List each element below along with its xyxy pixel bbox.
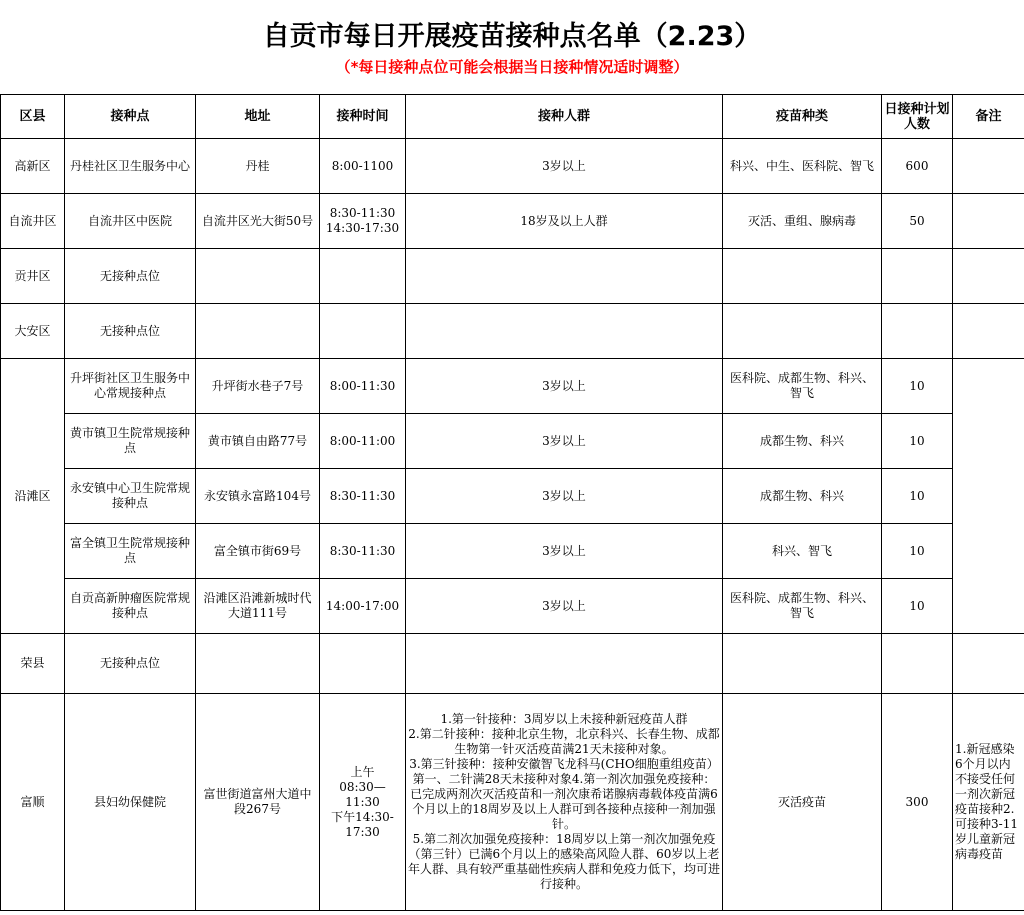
empty-cell xyxy=(882,249,953,304)
column-header: 接种人群 xyxy=(406,95,723,139)
empty-cell xyxy=(406,304,723,359)
site-cell: 自流井区中医院 xyxy=(65,194,196,249)
empty-cell xyxy=(320,634,406,694)
address-cell: 富全镇市街69号 xyxy=(196,524,320,579)
count-cell: 10 xyxy=(882,359,953,414)
people-cell: 3岁以上 xyxy=(406,524,723,579)
people-cell: 3岁以上 xyxy=(406,414,723,469)
time-cell: 14:00-17:00 xyxy=(320,579,406,634)
table-row xyxy=(1,524,1024,579)
column-header: 疫苗种类 xyxy=(723,95,882,139)
people-line: 5.第二剂次加强免疫接种：18周岁以上第一剂次加强免疫（第三针）已满6个月以上的感染高风险人群、60岁以上老年人群、具有较严重基础性疾病人群和免疫力低下，均可进行接种。 xyxy=(408,832,721,891)
site-cell: 升坪街社区卫生服务中心常规接种点 xyxy=(65,359,196,414)
empty-cell xyxy=(196,634,320,694)
empty-cell xyxy=(723,249,882,304)
empty-cell xyxy=(406,634,723,694)
empty-cell xyxy=(953,249,1024,304)
empty-cell xyxy=(953,304,1024,359)
note-cell: 1.新冠感染6个月以内不接受任何一剂次新冠疫苗接种2.可接种3-11岁儿童新冠病毒疫苗 xyxy=(953,694,1024,911)
people-cell xyxy=(406,694,723,911)
people-line: 2.第二针接种：接种北京生物，北京科兴、长春生物、成都生物第一针灭活疫苗满21天未接种对象。 xyxy=(408,727,720,756)
district-cell: 沿滩区 xyxy=(1,359,65,634)
column-header: 地址 xyxy=(196,95,320,139)
count-cell: 10 xyxy=(882,469,953,524)
empty-cell xyxy=(320,249,406,304)
page-subtitle: （*每日接种点位可能会根据当日接种情况适时调整） xyxy=(335,58,689,76)
table-row xyxy=(1,469,1024,524)
count-cell: 50 xyxy=(882,194,953,249)
address-cell: 丹桂 xyxy=(196,139,320,194)
empty-cell xyxy=(723,304,882,359)
table-row xyxy=(1,249,1024,304)
address-cell: 富世街道富州大道中段267号 xyxy=(196,694,320,911)
count-cell: 600 xyxy=(882,139,953,194)
site-cell: 无接种点位 xyxy=(65,249,196,304)
vaccine-cell: 科兴、中生、医科院、智飞 xyxy=(723,139,882,194)
time-cell: 8:30-11:30 xyxy=(320,524,406,579)
people-line: 1.第一针接种：3周岁以上未接种新冠疫苗人群 xyxy=(440,712,688,726)
address-cell: 沿滩区沿滩新城时代大道111号 xyxy=(196,579,320,634)
time-cell xyxy=(320,194,406,249)
column-header: 接种点 xyxy=(65,95,196,139)
vaccine-cell: 医科院、成都生物、科兴、智飞 xyxy=(723,579,882,634)
count-cell: 10 xyxy=(882,579,953,634)
empty-cell xyxy=(406,249,723,304)
address-cell: 自流井区光大街50号 xyxy=(196,194,320,249)
count-cell: 10 xyxy=(882,524,953,579)
people-cell: 3岁以上 xyxy=(406,469,723,524)
district-cell: 贡井区 xyxy=(1,249,65,304)
vaccine-cell: 成都生物、科兴 xyxy=(723,414,882,469)
vaccine-cell: 医科院、成都生物、科兴、智飞 xyxy=(723,359,882,414)
count-cell: 10 xyxy=(882,414,953,469)
table-row xyxy=(1,359,1024,414)
vaccine-cell: 科兴、智飞 xyxy=(723,524,882,579)
site-cell: 自贡高新肿瘤医院常规接种点 xyxy=(65,579,196,634)
page-header xyxy=(0,0,1024,94)
people-cell: 18岁及以上人群 xyxy=(406,194,723,249)
time-pm: 14:30-17:30 xyxy=(325,221,400,235)
note-cell xyxy=(953,359,1024,634)
time-line: 下午14:30- xyxy=(331,809,394,824)
site-cell: 无接种点位 xyxy=(65,304,196,359)
table-row xyxy=(1,414,1024,469)
column-header: 区县 xyxy=(1,95,65,139)
vaccine-cell: 成都生物、科兴 xyxy=(723,469,882,524)
table-row xyxy=(1,304,1024,359)
site-cell: 丹桂社区卫生服务中心 xyxy=(65,139,196,194)
table-header-row xyxy=(1,95,1024,139)
empty-cell xyxy=(953,634,1024,694)
time-line: 08:30—11:30 xyxy=(339,779,386,809)
empty-cell xyxy=(196,304,320,359)
time-am: 8:30-11:30 xyxy=(329,206,396,220)
column-header: 日接种计划人数 xyxy=(882,95,953,139)
address-cell: 永安镇永富路104号 xyxy=(196,469,320,524)
time-cell: 8:00-11:00 xyxy=(320,414,406,469)
district-cell: 大安区 xyxy=(1,304,65,359)
people-cell: 3岁以上 xyxy=(406,359,723,414)
time-line: 17:30 xyxy=(345,824,380,839)
table-row xyxy=(1,139,1024,194)
people-cell: 3岁以上 xyxy=(406,579,723,634)
empty-cell xyxy=(882,634,953,694)
time-line: 上午 xyxy=(350,764,375,779)
table-row xyxy=(1,634,1024,694)
table-row xyxy=(1,579,1024,634)
address-cell: 升坪街水巷子7号 xyxy=(196,359,320,414)
vaccination-sites-table xyxy=(0,94,1024,911)
site-cell: 富全镇卫生院常规接种点 xyxy=(65,524,196,579)
people-cell: 3岁以上 xyxy=(406,139,723,194)
empty-cell xyxy=(882,304,953,359)
site-cell: 黄市镇卫生院常规接种点 xyxy=(65,414,196,469)
table-row xyxy=(1,694,1024,911)
vaccine-cell: 灭活疫苗 xyxy=(723,694,882,911)
empty-cell xyxy=(320,304,406,359)
time-cell xyxy=(320,694,406,911)
district-cell: 自流井区 xyxy=(1,194,65,249)
district-cell: 高新区 xyxy=(1,139,65,194)
time-cell: 8:30-11:30 xyxy=(320,469,406,524)
time-cell: 8:00-1100 xyxy=(320,139,406,194)
empty-cell xyxy=(196,249,320,304)
vaccine-cell: 灭活、重组、腺病毒 xyxy=(723,194,882,249)
site-cell: 无接种点位 xyxy=(65,634,196,694)
site-cell: 永安镇中心卫生院常规接种点 xyxy=(65,469,196,524)
note-cell xyxy=(953,194,1024,249)
time-cell: 8:00-11:30 xyxy=(320,359,406,414)
note-cell xyxy=(953,139,1024,194)
column-header: 接种时间 xyxy=(320,95,406,139)
table-row xyxy=(1,194,1024,249)
people-line: 3.第三针接种：接种安徽智飞龙科马(CHO细胞重组疫苗）第一、二针满28天未接种对象4.第一剂次加强免疫接种：已完成两剂次灭活疫苗和一剂次康希诺腺病毒载体疫苗满6个月以上的18周岁及以上人群可到各接种点接种一剂加强针。 xyxy=(409,757,719,831)
district-cell: 荣县 xyxy=(1,634,65,694)
district-cell: 富顺 xyxy=(1,694,65,911)
column-header: 备注 xyxy=(953,95,1024,139)
count-cell: 300 xyxy=(882,694,953,911)
site-cell: 县妇幼保健院 xyxy=(65,694,196,911)
address-cell: 黄市镇自由路77号 xyxy=(196,414,320,469)
empty-cell xyxy=(723,634,882,694)
page-title: 自贡市每日开展疫苗接种点名单（2.23） xyxy=(262,21,762,52)
